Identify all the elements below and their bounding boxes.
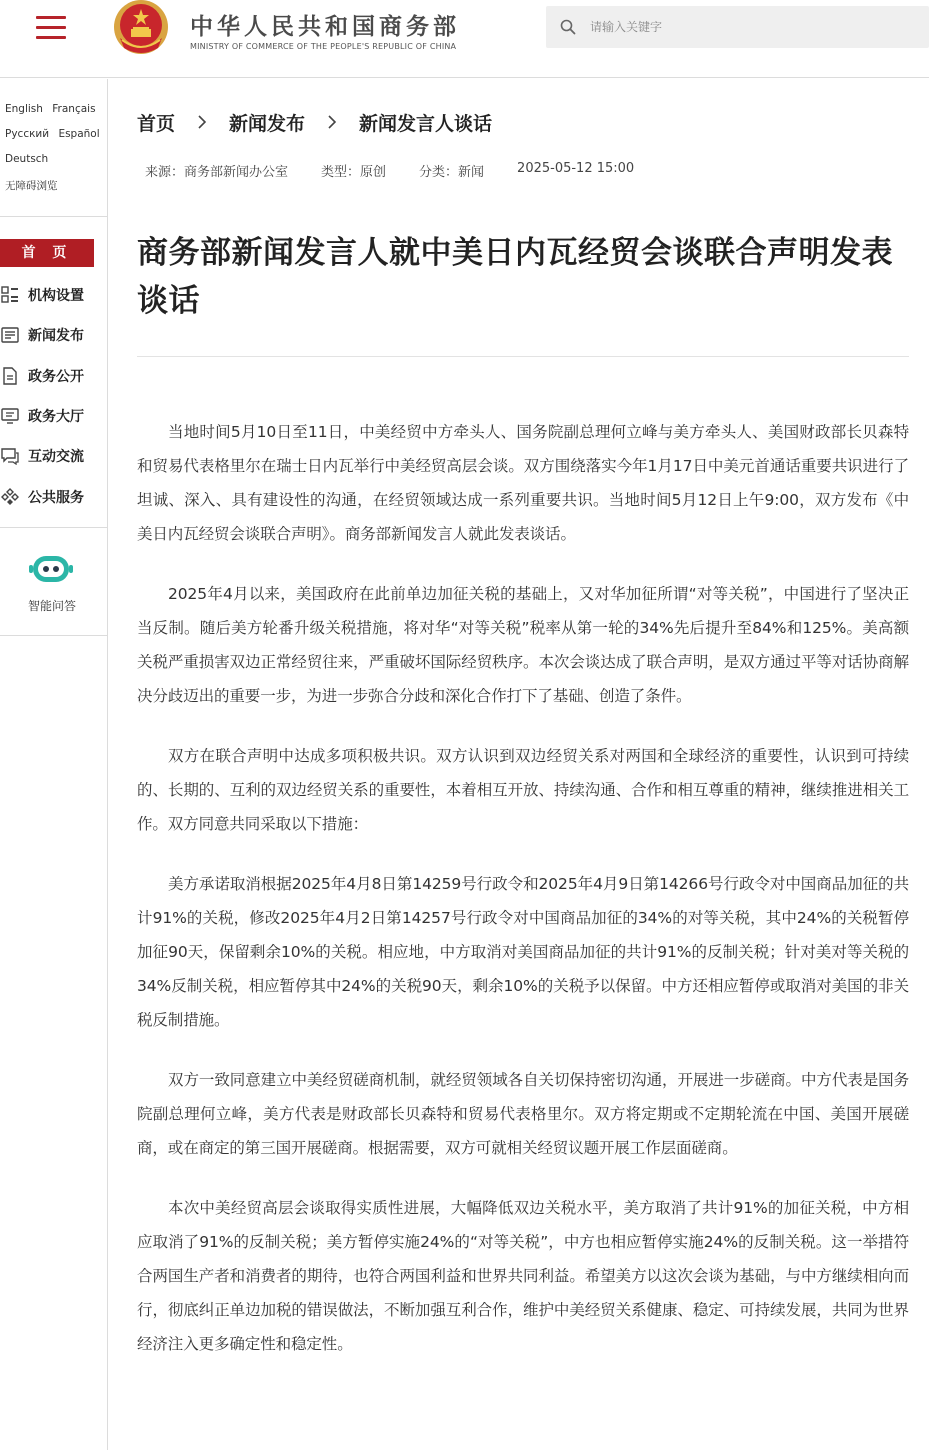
left-sidebar — [0, 79, 108, 1450]
article-title: 商务部新闻发言人就中美日内瓦经贸会谈联合声明发表谈话 — [137, 235, 893, 319]
article-body — [137, 415, 909, 1387]
divider — [0, 216, 107, 217]
sidebar-item-label: 机构设置 — [28, 288, 84, 305]
monitor-icon — [0, 406, 20, 426]
sidebar-item-interaction[interactable] — [0, 436, 107, 476]
article-paragraph: 双方一致同意建立中美经贸磋商机制，就经贸领域各自关切保持密切沟通，开展进一步磋商。中方代表是国务院副总理何立峰，美方代表是财政部长贝森特和贸易代表格里尔。双方将定期或不定期轮流在中国、美国开展磋商，或在商定的第三国开展磋商。根据需要，双方可就相关经贸议题开展工作层面磋商。 — [137, 1071, 909, 1157]
news-list-icon — [0, 325, 20, 345]
sidebar-item-label: 政务大厅 — [28, 409, 84, 426]
search-box — [546, 6, 929, 48]
assistant-robot-icon[interactable] — [29, 553, 73, 587]
search-icon[interactable] — [560, 19, 576, 35]
accessibility-link[interactable]: 无障碍浏览 — [5, 180, 58, 192]
site-name[interactable]: 中华人民共和国商务部 — [190, 14, 460, 40]
language-link-french[interactable]: Français — [52, 103, 96, 115]
sidebar-item-label: 公共服务 — [28, 489, 84, 506]
sidebar-item-public-service[interactable] — [0, 476, 107, 516]
assistant-label[interactable]: 智能问答 — [27, 599, 76, 613]
sidebar-item-org[interactable] — [0, 275, 107, 315]
language-link-spanish[interactable]: Español — [58, 128, 100, 140]
meta-datetime: 2025-05-12 15:00 — [517, 161, 635, 176]
article-meta — [145, 161, 667, 180]
meta-type: 类型：原创 — [321, 165, 387, 180]
sidebar-item-label: 政务公开 — [28, 368, 84, 385]
article-paragraph: 美方承诺取消根据2025年4月8日第14259号行政令和2025年4月9日第14266号行政令对中国商品加征的共计91%的关税，修改2025年4月2日第14257号行政令对中国商品加征的34%的对等关税，其中24%的关税暂停加征90天，保留剩余10%的关税。相应地，中方取消对美国商品加征的共计91%的反制关税；针对美对等关税的34%反制关税，相应暂停其中24%的关税90天，剩余10%的关税予以保留。中方还相应暂停或取消对美国的非关税反制措施。 — [137, 875, 909, 1029]
meta-category: 分类：新闻 — [419, 165, 485, 180]
language-switcher — [5, 103, 105, 203]
sidebar-item-label: 互动交流 — [28, 449, 84, 466]
org-chart-icon — [0, 285, 20, 305]
breadcrumb-news[interactable]: 新闻发布 — [229, 112, 306, 135]
title-divider — [137, 356, 909, 357]
menu-icon[interactable] — [36, 14, 66, 40]
chevron-right-icon — [313, 112, 351, 132]
article-paragraph: 2025年4月以来，美国政府在此前单边加征关税的基础上，又对华加征所谓“对等关税”，中国进行了坚决正当反制。随后美方轮番升级关税措施，将对华“对等关税”税率从第一轮的34%先后提升至84%和125%。美高额关税严重损害双边正常经贸往来，严重破坏国际经贸秩序。本次会谈达成了联合声明，是双方通过平等对话协商解决分歧迈出的重要一步，为进一步弥合分歧和深化合作打下了基础、创造了条件。 — [137, 585, 909, 705]
language-link-russian[interactable]: Русский — [5, 128, 50, 140]
divider — [0, 527, 107, 528]
language-link-german[interactable]: Deutsch — [5, 153, 49, 165]
article-paragraph: 当地时间5月10日至11日，中美经贸中方牵头人、国务院副总理何立峰与美方牵头人、美国财政部长贝森特和贸易代表格里尔在瑞士日内瓦举行中美经贸高层会谈。双方围绕落实今年1月17日中美元首通话重要共识进行了坦诚、深入、具有建设性的沟通，在经贸领域达成一系列重要共识。当地时间5月12日上午9:00，双方发布《中美日内瓦经贸会谈联合声明》。商务部新闻发言人就此发表谈话。 — [137, 423, 909, 543]
document-icon — [0, 366, 20, 386]
national-emblem-icon[interactable] — [112, 0, 170, 58]
meta-source: 来源：商务部新闻办公室 — [145, 165, 289, 180]
sidebar-item-label: 新闻发布 — [28, 328, 84, 345]
nav-home-button[interactable]: 首 页 — [0, 239, 94, 267]
service-icon — [0, 487, 20, 507]
search-input[interactable] — [590, 6, 910, 48]
sidebar-nav — [0, 275, 107, 517]
site-header — [0, 0, 929, 78]
breadcrumb-home[interactable]: 首页 — [137, 112, 176, 135]
sidebar-item-gov-affairs[interactable] — [0, 356, 107, 396]
breadcrumb-spokesperson[interactable]: 新闻发言人谈话 — [359, 112, 493, 135]
chat-icon — [0, 446, 20, 466]
divider — [0, 635, 107, 636]
language-link-english[interactable]: English — [5, 103, 43, 115]
sidebar-item-news[interactable] — [0, 315, 107, 355]
breadcrumb — [137, 107, 492, 137]
article-paragraph: 双方在联合声明中达成多项积极共识。双方认识到双边经贸关系对两国和全球经济的重要性，认识到可持续的、长期的、互利的双边经贸关系的重要性，本着相互开放、持续沟通、合作和相互尊重的精神，继续推进相关工作。双方同意共同采取以下措施： — [137, 747, 909, 833]
site-name-english: MINISTRY OF COMMERCE OF THE PEOPLE'S REPUBLIC OF CHINA — [190, 42, 457, 51]
sidebar-item-service-hall[interactable] — [0, 396, 107, 436]
chevron-right-icon — [183, 112, 221, 132]
article-paragraph: 本次中美经贸高层会谈取得实质性进展，大幅降低双边关税水平，美方取消了共计91%的加征关税，中方相应取消了91%的反制关税；美方暂停实施24%的“对等关税”，中方也相应暂停实施24%的反制关税。这一举措符合两国生产者和消费者的期待，也符合两国利益和世界共同利益。希望美方以这次会谈为基础，与中方继续相向而行，彻底纠正单边加税的错误做法，不断加强互利合作，维护中美经贸关系健康、稳定、可持续发展，共同为世界经济注入更多确定性和稳定性。 — [137, 1199, 909, 1353]
